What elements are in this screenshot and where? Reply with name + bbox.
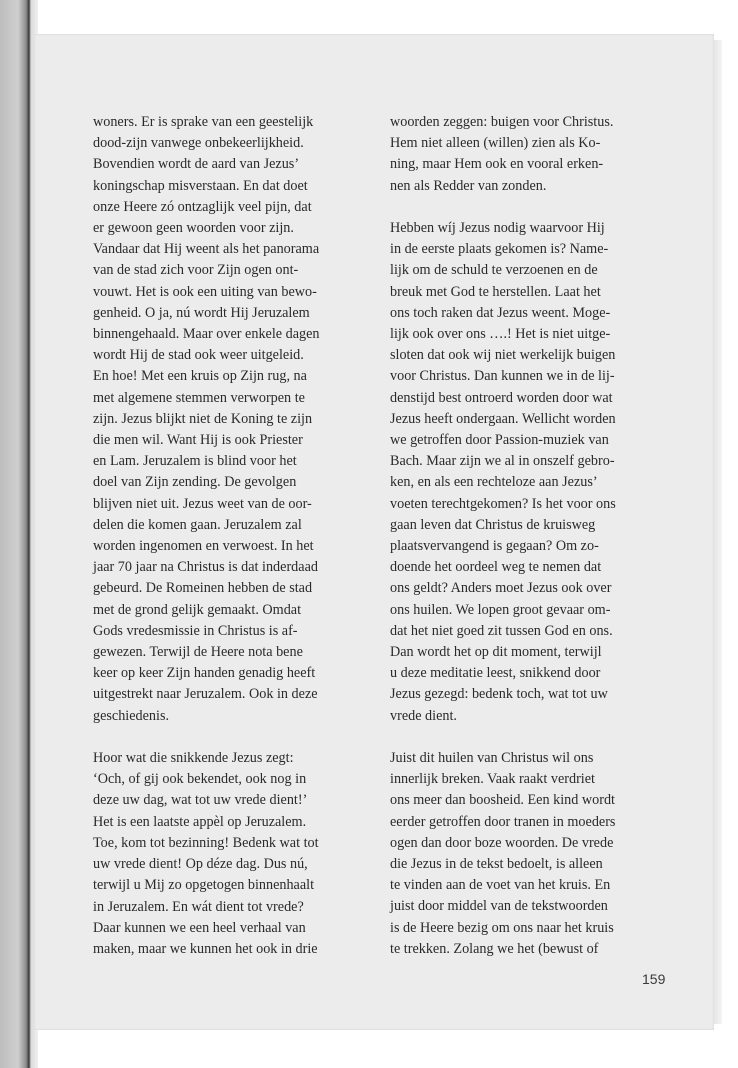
text-line: keer op keer Zijn handen genadig heeft: [93, 665, 316, 682]
text-line: Bach. Maar zijn we al in onszelf gebro-: [390, 453, 615, 470]
text-line: Hem niet alleen (willen) zien als Ko-: [390, 135, 601, 152]
text-line: Hebben wíj Jezus nodig waarvoor Hij: [390, 220, 605, 236]
text-line: ons toch raken dat Jezus weent. Moge-: [390, 304, 611, 321]
text-line: Hoor wat die snikkende Jezus zegt:: [93, 750, 294, 767]
left-column: [93, 112, 365, 981]
text-line: ning, maar Hem ook en vooral erken-: [390, 156, 604, 173]
text-line: te vinden aan de voet van het kruis. En: [390, 877, 611, 894]
text-line: lijk ook over ons ….! Het is niet uitge-: [390, 326, 611, 343]
text-line: in Jeruzalem. En wát dient tot vrede?: [93, 898, 304, 915]
paragraph: [390, 218, 662, 727]
text-line: Vandaar dat Hij weent als het panorama: [93, 241, 320, 258]
paragraph: [390, 112, 662, 197]
text-line: gewezen. Terwijl de Heere nota bene: [93, 644, 303, 661]
paragraph: [390, 748, 662, 960]
text-line: vrede dient.: [390, 707, 457, 724]
text-line: denstijd best ontroerd worden door wat: [390, 389, 613, 406]
book-spine: [0, 0, 38, 1068]
text-line: terwijl u Mij zo opgetogen binnenhaalt: [93, 877, 315, 894]
text-line: er gewoon geen woorden voor zijn.: [93, 220, 294, 237]
text-line: dood-zijn vanwege onbekeerlijkheid.: [93, 135, 304, 152]
text-line: die men wil. Want Hij is ook Priester: [93, 432, 303, 449]
text-line: die Jezus in de tekst bedoelt, is alleen: [390, 856, 603, 873]
text-line: uitgestrekt naar Jeruzalem. Ook in deze: [93, 686, 318, 703]
text-line: u deze meditatie leest, snikkend door: [390, 665, 601, 682]
text-line: voor Christus. Dan kunnen we in de lij-: [390, 368, 615, 385]
text-line: van de stad zich voor Zijn ogen ont-: [93, 262, 299, 279]
page-number: 159: [642, 971, 666, 987]
right-column: [390, 112, 662, 981]
text-line: is de Heere bezig om ons naar het kruis: [390, 919, 614, 936]
text-line: ons huilen. We lopen groot gevaar om-: [390, 601, 611, 618]
text-line: ons geldt? Anders moet Jezus ook over: [390, 580, 612, 597]
text-line: delen die komen gaan. Jeruzalem zal: [93, 516, 302, 533]
text-line: Jezus heeft ondergaan. Wellicht worden: [390, 410, 616, 427]
text-line: onze Heere zó ontzaglijk veel pijn, dat: [93, 198, 312, 215]
text-line: Juist dit huilen van Christus wil ons: [390, 750, 594, 767]
paragraph: [93, 112, 365, 727]
text-line: blijven niet uit. Jezus weet van de oor-: [93, 495, 312, 512]
text-line: koningschap misverstaan. En dat doet: [93, 177, 308, 194]
text-line: doende het oordeel weg te nemen dat: [390, 559, 602, 576]
text-line: ‘Och, of gij ook bekendet, ook nog in: [93, 771, 307, 788]
text-line: jaar 70 jaar na Christus is dat inderdaad: [93, 559, 318, 576]
text-line: nen als Redder van zonden.: [390, 177, 547, 194]
text-line: voeten terechtgekomen? Is het voor ons: [390, 495, 616, 512]
text-line: lijk om de schuld te verzoenen en de: [390, 262, 598, 279]
text-line: genheid. O ja, nú wordt Hij Jeruzalem: [93, 304, 310, 321]
text-line: met de grond gelijk gemaakt. Omdat: [93, 601, 302, 618]
text-line: Gods vredesmissie in Christus is af-: [93, 622, 298, 639]
text-line: innerlijk breken. Vaak raakt verdriet: [390, 771, 595, 788]
text-line: Jezus gezegd: bedenk toch, wat tot uw: [390, 686, 608, 703]
text-line: gaan leven dat Christus de kruisweg: [390, 516, 596, 533]
text-line: Bovendien wordt de aard van Jezus’: [93, 156, 300, 173]
text-line: plaatsvervangend is gegaan? Om zo-: [390, 538, 599, 555]
text-line: vouwt. Het is ook een uiting van bewo-: [93, 283, 317, 300]
text-line: worden ingenomen en verwoest. In het: [93, 538, 314, 555]
text-line: gebeurd. De Romeinen hebben de stad: [93, 580, 313, 597]
text-line: in de eerste plaats gekomen is? Name-: [390, 241, 609, 258]
text-line: ogen dan door boze woorden. De vrede: [390, 834, 614, 851]
text-line: eerder getroffen door tranen in moeders: [390, 813, 616, 830]
text-line: zijn. Jezus blijkt niet de Koning te zijn: [93, 410, 313, 427]
text-line: woorden zeggen: buigen voor Christus.: [390, 114, 614, 130]
text-line: maken, maar we kunnen het ook in drie: [93, 940, 318, 957]
text-line: juist door middel van de tekstwoorden: [390, 898, 608, 915]
text-line: ons meer dan boosheid. Een kind wordt: [390, 792, 615, 809]
text-line: Dan wordt het op dit moment, terwijl: [390, 644, 602, 661]
text-line: Het is een laatste appèl op Jeruzalem.: [93, 813, 307, 830]
text-line: met algemene stemmen verworpen te: [93, 389, 305, 406]
text-line: dat het niet goed zit tussen God en ons.: [390, 622, 613, 639]
text-line: uw vrede dient! Op déze dag. Dus nú,: [93, 856, 308, 873]
text-line: deze uw dag, wat tot uw vrede dient!’: [93, 792, 308, 809]
text-line: geschiedenis.: [93, 707, 170, 724]
text-line: doel van Zijn zending. De gevolgen: [93, 474, 297, 491]
text-line: breuk met God te herstellen. Laat het: [390, 283, 601, 300]
text-line: binnengehaald. Maar over enkele dagen: [93, 326, 320, 343]
text-line: te trekken. Zolang we het (bewust of: [390, 940, 599, 957]
text-line: Toe, kom tot bezinning! Bedenk wat tot: [93, 834, 319, 851]
text-line: sloten dat ook wij niet werkelijk buigen: [390, 347, 616, 364]
text-line: woners. Er is sprake van een geestelijk: [93, 114, 314, 130]
text-line: Daar kunnen we een heel verhaal van: [93, 919, 306, 936]
text-line: ken, en als een rechteloze aan Jezus’: [390, 474, 598, 491]
paragraph: [93, 748, 365, 960]
text-line: we getroffen door Passion-muziek van: [390, 432, 609, 449]
text-line: wordt Hij de stad ook weer uitgeleid.: [93, 347, 304, 364]
text-line: en Lam. Jeruzalem is blind voor het: [93, 453, 297, 470]
text-line: En hoe! Met een kruis op Zijn rug, na: [93, 368, 307, 385]
